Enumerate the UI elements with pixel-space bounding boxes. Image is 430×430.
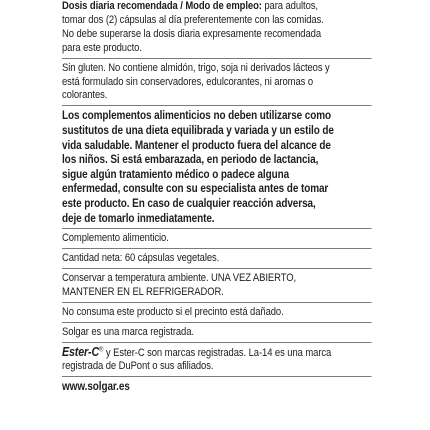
dosage-text: para adultos, tomar dos (2) cápsulas al día preferentemente con las comidas. No debe superarse la dosis diaria expresamente recomendada para este producto. bbox=[62, 0, 324, 54]
ester-c-trademark-text: y Ester-C son marcas registradas. La-14 es una marca registrada de DuPont o sus afiliados. bbox=[62, 346, 332, 373]
divider-line bbox=[62, 322, 372, 323]
dosage-paragraph bbox=[62, 0, 335, 56]
divider-line bbox=[62, 376, 372, 377]
divider-line bbox=[62, 228, 372, 229]
dosage-heading: Dosis diaria recomendada / Modo de empleo: bbox=[62, 0, 262, 12]
storage-instructions: Conservar a temperatura ambiente. UNA VEZ ABIERTO, MANTENER EN EL REFRIGERADOR. bbox=[62, 271, 297, 298]
net-quantity: Cantidad neta: 60 cápsulas vegetales. bbox=[62, 252, 220, 264]
ester-c-trademark bbox=[62, 346, 335, 375]
label-text-block bbox=[62, 0, 335, 394]
divider-line bbox=[62, 302, 372, 303]
divider-line bbox=[62, 342, 372, 343]
divider-line bbox=[62, 268, 372, 269]
ester-c-logo: Ester-C bbox=[62, 344, 100, 359]
solgar-trademark: Solgar es una marca registrada. bbox=[62, 325, 194, 338]
divider-line bbox=[62, 248, 372, 249]
registered-mark: ® bbox=[99, 345, 104, 353]
warning-statement: Los complementos alimenticios no deben utilizarse como sustitutos de una dieta equilibrada y variada y un estilo de vida saludable. Mantener el producto fuera del alcance de los niños. Si está embarazada, en periodo de lactancia, sigue algún tratamiento médico o padece alguna enfermedad, consulte con su especialista antes de tomar este producto. En caso de cualquier reacción adversa, deje de tomarlo inmediatamente. bbox=[62, 109, 334, 225]
seal-notice: No consuma este producto si el precinto está dañado. bbox=[62, 305, 284, 318]
website-link[interactable]: www.solgar.es bbox=[62, 380, 130, 394]
free-from-statement: Sin gluten. No contiene almidón, trigo, soja ni derivados lácteos y está formulado sin conservadores, edulcorantes, ni aromas o colorantes. bbox=[62, 61, 330, 102]
divider-line bbox=[62, 58, 372, 59]
product-category: Complemento alimenticio. bbox=[62, 232, 169, 245]
divider-line bbox=[62, 105, 372, 106]
